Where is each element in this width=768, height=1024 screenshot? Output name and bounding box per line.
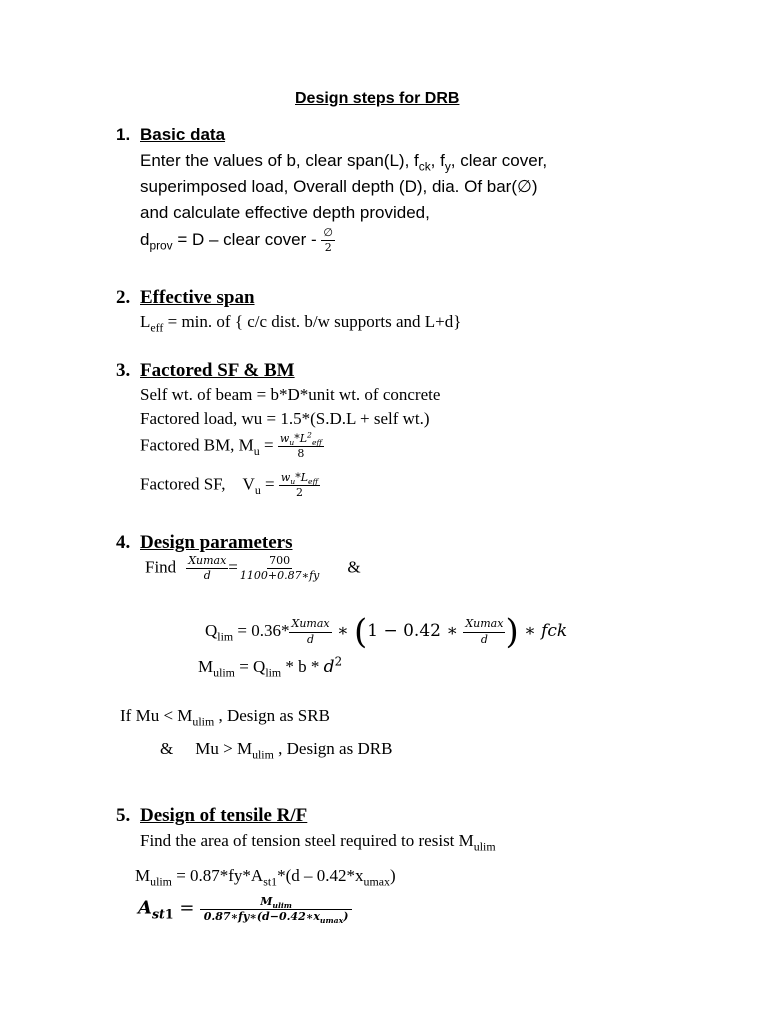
tension-steel-line: Find the area of tension steel required to resist $M_{ulim}$ — [140, 831, 496, 854]
section-2-number: 2. — [116, 287, 131, 308]
drb-condition: & $Mu > M_{ulim}$ , Design as DRB — [160, 739, 393, 762]
page-title: Design steps for DRB — [295, 90, 460, 107]
section-5-number: 5. — [116, 805, 131, 826]
section-3-heading: Factored SF & BM — [140, 360, 295, 381]
factored-load-line: Factored load, wu = 1.5*(S.D.L + self wt.) — [140, 409, 430, 428]
mulim-steel-equation: $M_{ulim} = 0.87*fy*A_{st1}*(d - 0.42*x_{umax})$ — [135, 866, 396, 889]
section-2-heading: Effective span — [140, 287, 255, 308]
ast1-formula: $A_{st1}$ = $\frac{M_{ulim}}{0.87∗fy∗(d-0.42∗x_{umax})}$ — [138, 896, 352, 923]
factored-bm-formula: Factored BM, $M_u$ = $\frac{w_u*L^2_{eff}}{8}$ — [140, 430, 322, 461]
section-1-heading: Basic data — [140, 125, 226, 144]
section-1-line-3: and calculate effective depth provided, — [140, 203, 430, 222]
self-weight-line: Self wt. of beam = b*D*unit wt. of concrete — [140, 385, 441, 404]
dprov-formula: $d_{prov} = D$ – clear cover - $\frac{\emptyset}{2}$ — [140, 226, 334, 255]
section-4-heading: Design parameters — [140, 532, 293, 553]
factored-sf-formula: Factored SF, $V_u$ = $\frac{w_u*L_{eff}}{2}$ — [140, 471, 319, 500]
srb-condition: If $Mu < M_{ulim}$ , Design as SRB — [120, 706, 330, 729]
section-3-number: 3. — [116, 360, 131, 381]
effective-span-formula: $L_{eff} = \min$. of { c/c dist. b/w supports and L+d} — [140, 312, 462, 335]
section-1-line-2: superimposed load, Overall depth (D), dia. Of bar(∅) — [140, 177, 538, 196]
section-1-number: 1. — [116, 125, 131, 144]
section-4-number: 4. — [116, 532, 131, 553]
qlim-formula: $Q_{lim} = 0.36*$ $\frac{Xumax}{d}$ ∗ (1 − 0.42 ∗ $\frac{Xumax}{d}$ ) ∗ fck — [205, 612, 568, 652]
section-5-heading: Design of tensile R/F — [140, 805, 308, 826]
section-1-line-1: Enter the values of b, clear span(L), $f_{ck}$, $f_y$, clear cover, — [140, 151, 548, 174]
mulim-formula: $M_{ulim} = Q_{lim} * b * d^2$ — [198, 654, 343, 680]
xumax-ratio-formula: Find $\frac{Xumax}{d}$ = $\frac{700}{1100+0.87∗fy}$ & — [145, 554, 361, 583]
